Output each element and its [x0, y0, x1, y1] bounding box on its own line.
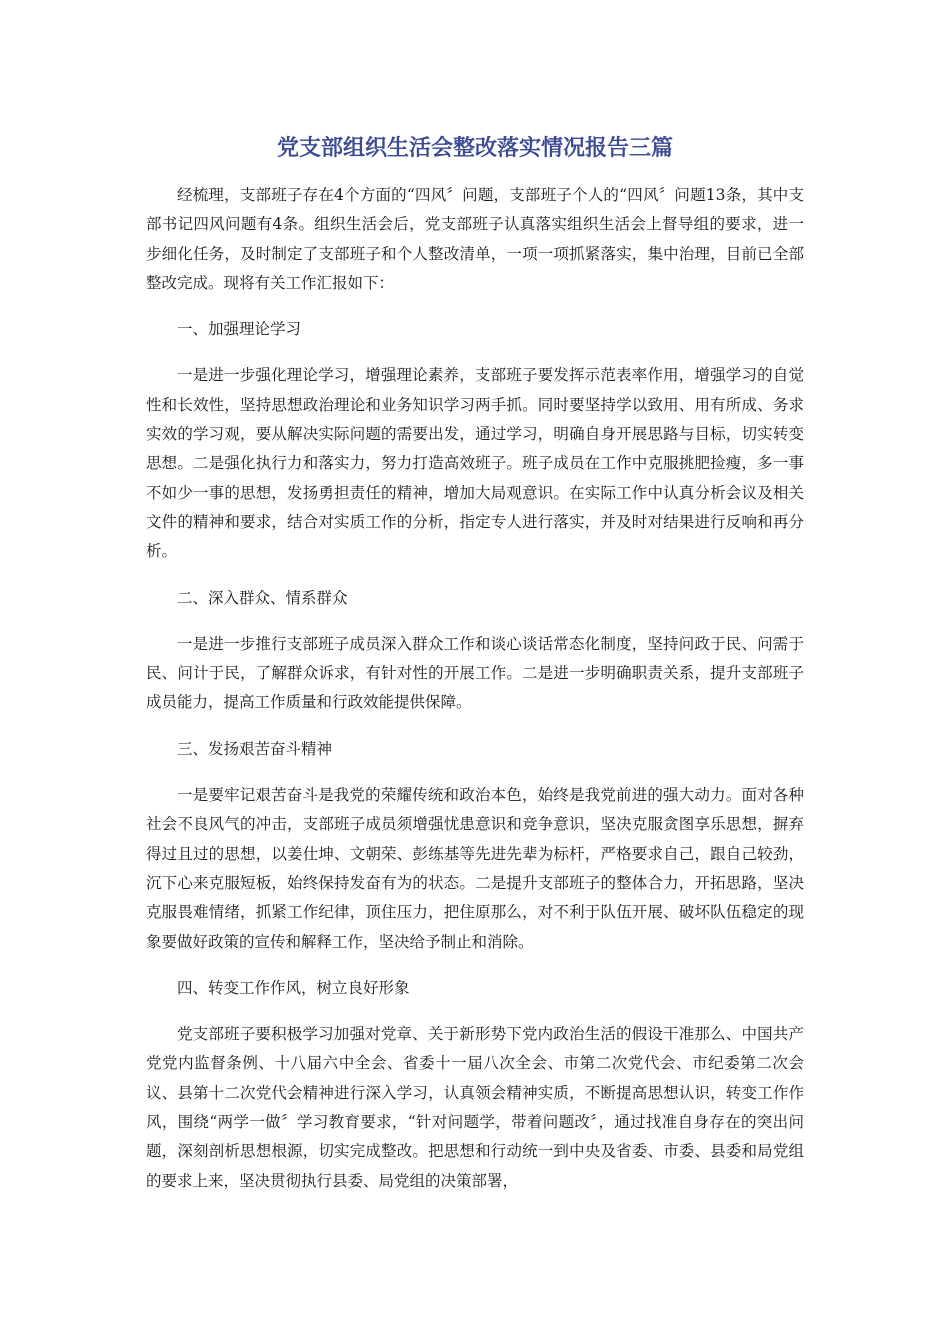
section-heading-4: 四、转变工作作风，树立良好形象: [177, 978, 410, 997]
document-body: [146, 181, 804, 1213]
section-heading-3: 三、发扬艰苦奋斗精神: [177, 739, 333, 758]
section-paragraph-2: 一是进一步推行支部班子成员深入群众工作和谈心谈话常态化制度，坚持问政于民、问需于民、问计于民，了解群众诉求，有针对性的开展工作。二是进一步明确职责关系，提升支部班子成员能力，提高工作质量和行政效能提供保障。: [146, 634, 804, 712]
document-title: 党支部组织生活会整改落实情况报告三篇: [276, 136, 673, 161]
section-paragraph-4: 党支部班子要积极学习加强对党章、关于新形势下党内政治生活的假设干准那么、中国共产党党内监督条例、十八届六中全会、省委十一届八次全会、市第二次党代会、市纪委第二次会议、县第十二次党代会精神进行深入学习，认真领会精神实质，不断提高思想认识，转变工作作风，围绕“两学一做〞学习教育要求，“针对问题学，带着问题改〞，通过找准自身存在的突出问题，深刻剖析思想根源，切实完成整改。把思想和行动统一到中央及省委、市委、县委和局党组的要求上来，坚决贯彻执行县委、局党组的决策部署，: [146, 1025, 804, 1190]
section-paragraph-3: 一是要牢记艰苦奋斗是我党的荣耀传统和政治本色，始终是我党前进的强大动力。面对各种社会不良风气的冲击，支部班子成员须增强忧患意识和竞争意识，坚决克服贪图享乐思想，摒弃得过且过的思想，以姜仕坤、文朝荣、彭练基等先进先辈为标杆，严格要求自己，跟自己较劲，沉下心来克服短板，始终保持发奋有为的状态。二是提升支部班子的整体合力，开拓思路，坚决克服畏难情绪，抓紧工作纪律，顶住压力，把住原那么，对不利于队伍开展、破坏队伍稳定的现象要做好政策的宣传和解释工作，坚决给予制止和消除。: [146, 786, 804, 951]
section-paragraph-1: 一是进一步强化理论学习，增强理论素养，支部班子要发挥示范表率作用，增强学习的自觉性和长效性，坚持思想政治理论和业务知识学习两手抓。同时要坚持学以致用、用有所成、务求实效的学习观，要从解决实际问题的需要出发，通过学习，明确自身开展思路与目标，切实转变思想。二是强化执行力和落实力，努力打造高效班子。班子成员在工作中克服挑肥捡瘦，多一事不如少一事的思想，发扬勇担责任的精神，增加大局观意识。在实际工作中认真分析会议及相关文件的精神和要求，结合对实质工作的分析，指定专人进行落实，并及时对结果进行反响和再分析。: [146, 366, 804, 561]
intro-paragraph: 经梳理，支部班子存在4个方面的“四风〞问题，支部班子个人的“四风〞问题13条，其中支部书记四风问题有4条。组织生活会后，党支部班子认真落实组织生活会上督导组的要求，进一步细化任务，及时制定了支部班子和个人整改清单，一项一项抓紧落实，集中治理，目前已全部整改完成。现将有关工作汇报如下：: [146, 186, 804, 292]
section-heading-2: 二、深入群众、情系群众: [177, 588, 348, 607]
section-heading-1: 一、加强理论学习: [177, 320, 302, 339]
